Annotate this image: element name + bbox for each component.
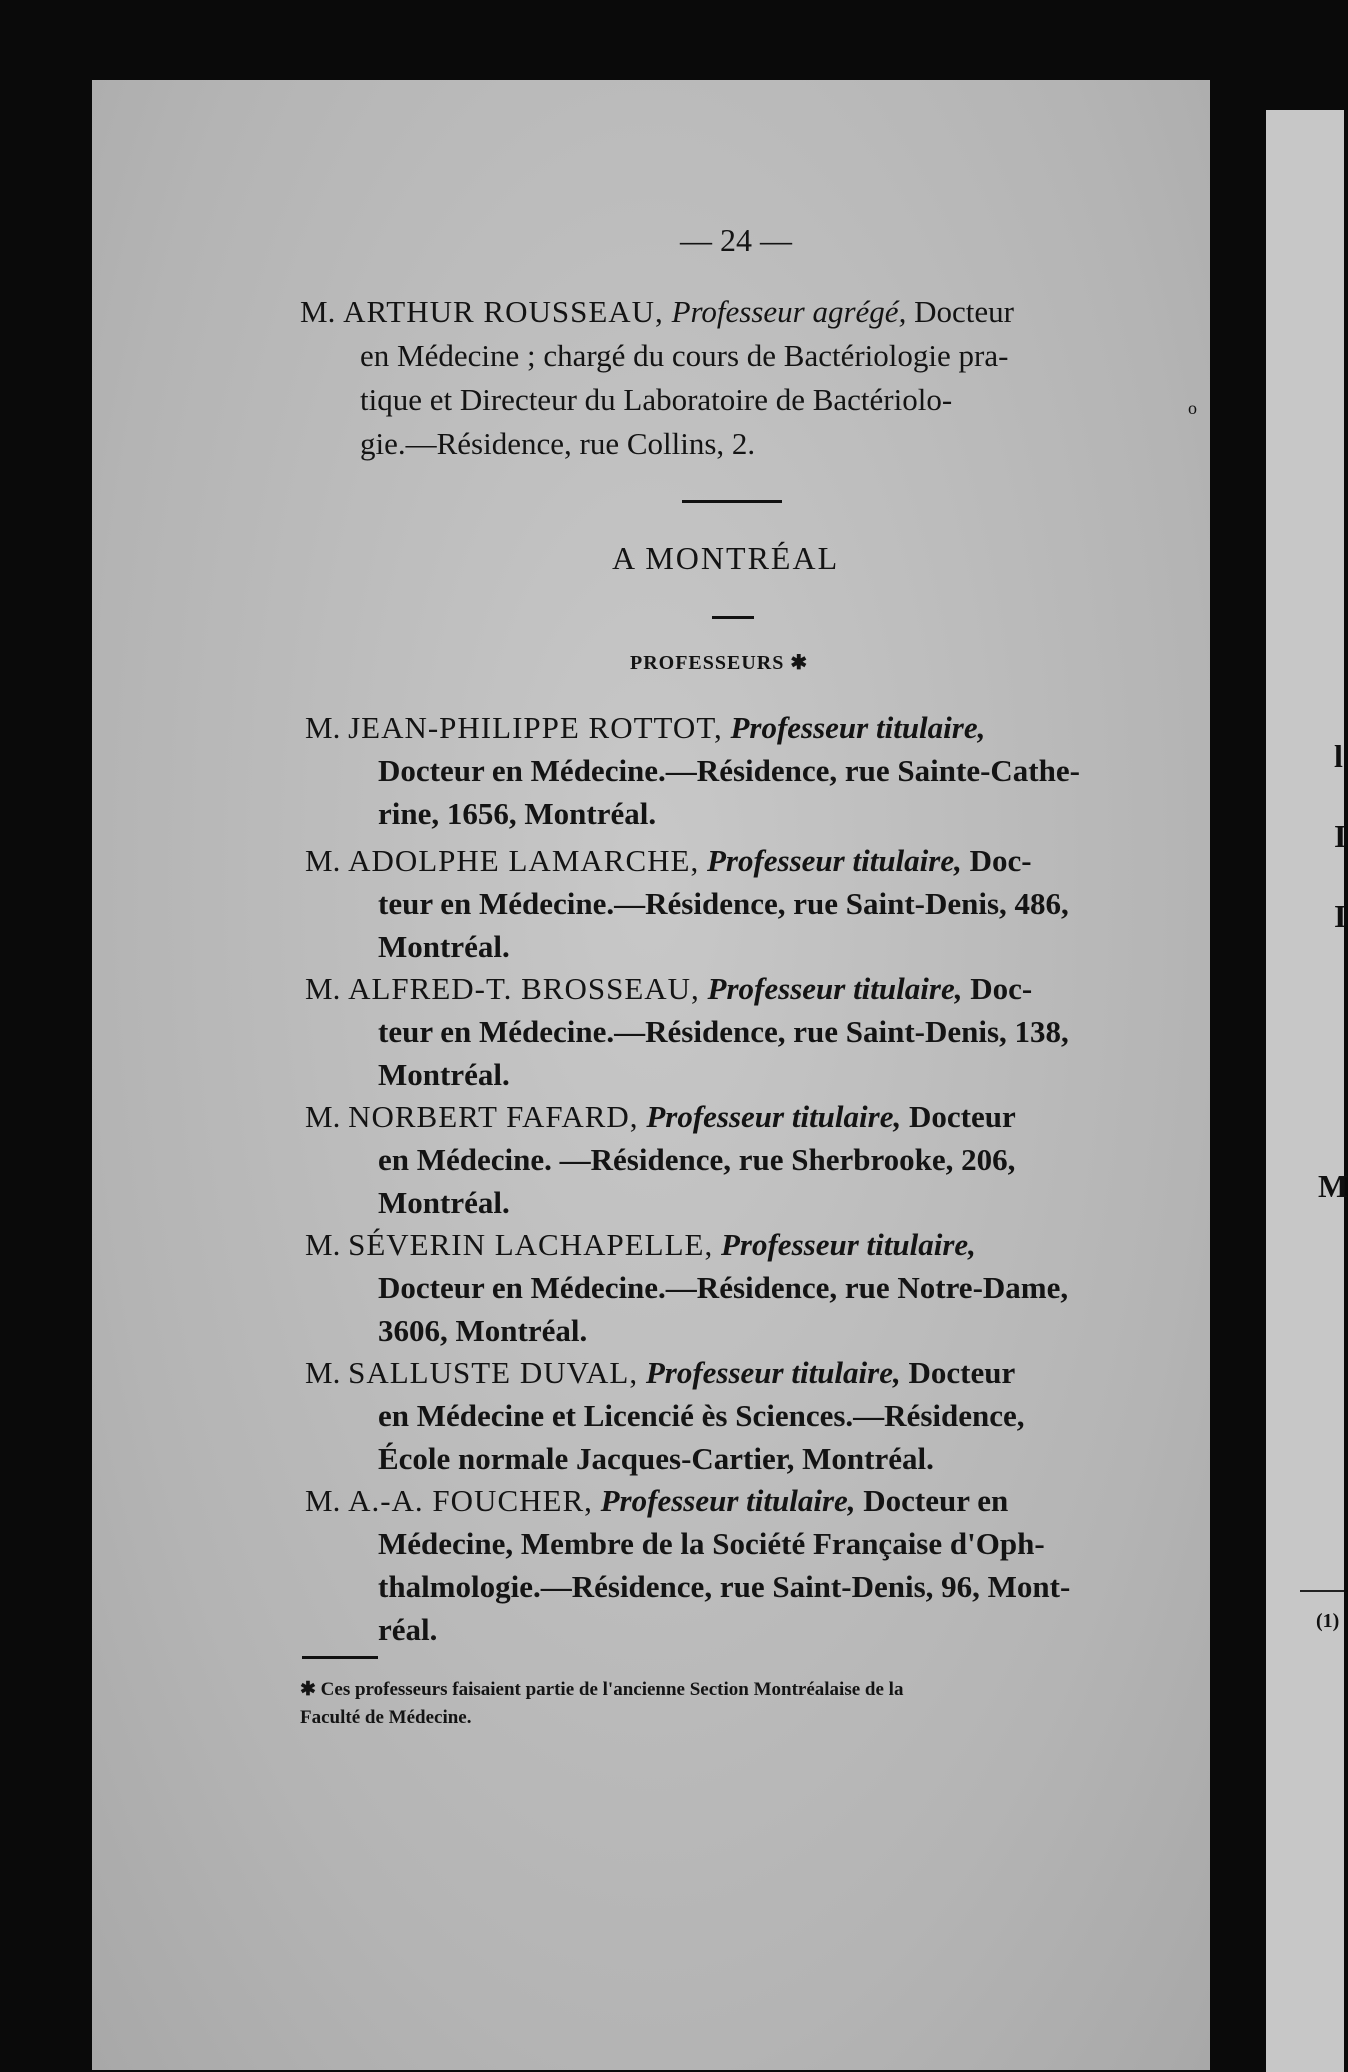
entry-name: A.-A. FOUCHER, xyxy=(348,1483,593,1518)
adjacent-fragment: M xyxy=(1318,1168,1348,1204)
page-number: — 24 — xyxy=(680,222,792,258)
footnote-line: ✱ Ces professeurs faisaient partie de l'ancienne Section Montréalaise de la xyxy=(300,1679,904,1700)
entry-title: Professeur titulaire, xyxy=(645,1355,901,1390)
footnote-rule xyxy=(302,1656,378,1659)
footnote xyxy=(300,1676,1140,1732)
entry-prefix: M. xyxy=(305,1099,341,1134)
subsection-heading: PROFESSEURS ✱ xyxy=(630,652,809,674)
entry-title: Professeur titulaire, xyxy=(707,971,963,1006)
entry-rousseau xyxy=(300,290,1160,466)
entry-text: thalmologie.—Résidence, rue Saint-Denis, 96, Mont- xyxy=(378,1569,1071,1604)
professor-entry xyxy=(305,839,1069,968)
entry-text: en Médecine. —Résidence, rue Sherbrooke, 206, xyxy=(378,1142,1016,1177)
entry-title: Professeur titulaire, xyxy=(600,1483,856,1518)
entry-text: Docteur xyxy=(914,294,1014,329)
entry-prefix: M. xyxy=(305,971,341,1006)
section-divider xyxy=(682,500,782,503)
section-heading: A MONTRÉAL xyxy=(612,540,840,576)
entry-name: NORBERT FAFARD, xyxy=(348,1099,639,1134)
entry-title: Professeur agrégé, xyxy=(671,294,907,329)
entry-text: Montréal. xyxy=(378,1057,510,1092)
entry-title: Professeur titulaire, xyxy=(720,1227,976,1262)
section-divider xyxy=(712,616,754,619)
adjacent-fragment: o xyxy=(1188,398,1197,418)
entry-text: 3606, Montréal. xyxy=(378,1313,588,1348)
adjacent-fragment: I xyxy=(1334,818,1347,854)
entry-prefix: M. xyxy=(305,1483,341,1518)
entry-name: SALLUSTE DUVAL, xyxy=(348,1355,639,1390)
entry-text: Montréal. xyxy=(378,1185,510,1220)
entry-name: SÉVERIN LACHAPELLE, xyxy=(348,1227,714,1262)
entry-title: Professeur titulaire, xyxy=(706,843,962,878)
entry-prefix: M. xyxy=(300,294,336,329)
entry-name: ALFRED-T. BROSSEAU, xyxy=(348,971,700,1006)
adjacent-fragment: I xyxy=(1334,898,1347,934)
entry-prefix: M. xyxy=(305,843,341,878)
entry-prefix: M. xyxy=(305,710,341,745)
entry-text: Docteur en xyxy=(863,1483,1009,1518)
professor-entry xyxy=(305,1223,1068,1352)
entry-text: en Médecine ; chargé du cours de Bactériologie pra- xyxy=(360,338,1009,373)
entry-text: teur en Médecine.—Résidence, rue Saint-Denis, 486, xyxy=(378,886,1069,921)
entry-name: JEAN-PHILIPPE ROTTOT, xyxy=(348,710,723,745)
entry-name: ADOLPHE LAMARCHE, xyxy=(348,843,700,878)
entry-text: gie.—Résidence, rue Collins, 2. xyxy=(360,426,756,461)
entry-text: École normale Jacques-Cartier, Montréal. xyxy=(378,1441,934,1476)
entry-text: tique et Directeur du Laboratoire de Bactériolo- xyxy=(360,382,953,417)
entry-text: en Médecine et Licencié ès Sciences.—Résidence, xyxy=(378,1398,1025,1433)
adjacent-fragment: (1) xyxy=(1316,1610,1340,1632)
adjacent-page-edge xyxy=(1266,110,1347,2072)
entry-text: Docteur en Médecine.—Résidence, rue Sainte-Cathe- xyxy=(378,753,1080,788)
footnote-line: Faculté de Médecine. xyxy=(300,1707,472,1728)
entry-text: Docteur xyxy=(908,1099,1016,1134)
entry-text: réal. xyxy=(378,1612,438,1647)
entry-prefix: M. xyxy=(305,1355,341,1390)
entry-text: Doc- xyxy=(969,843,1032,878)
adjacent-fragment: l xyxy=(1334,738,1343,774)
entry-text: Docteur en Médecine.—Résidence, rue Notre-Dame, xyxy=(378,1270,1069,1305)
professor-entry xyxy=(305,1351,1025,1480)
professor-entry xyxy=(305,1095,1016,1224)
entry-title: Professeur titulaire, xyxy=(646,1099,902,1134)
professor-entry xyxy=(305,967,1069,1096)
entry-text: Docteur xyxy=(908,1355,1016,1390)
entry-text: Montréal. xyxy=(378,929,510,964)
entry-text: rine, 1656, Montréal. xyxy=(378,796,657,831)
entry-text: teur en Médecine.—Résidence, rue Saint-Denis, 138, xyxy=(378,1014,1069,1049)
adjacent-rule xyxy=(1300,1590,1344,1592)
entry-text: Médecine, Membre de la Société Française d'Oph- xyxy=(378,1526,1045,1561)
entry-title: Professeur titulaire, xyxy=(730,710,986,745)
entry-name: ARTHUR ROUSSEAU, xyxy=(343,294,664,329)
entry-prefix: M. xyxy=(305,1227,341,1262)
professor-entry xyxy=(305,706,1080,835)
professor-entry xyxy=(305,1479,1070,1651)
entry-text: Doc- xyxy=(970,971,1033,1006)
